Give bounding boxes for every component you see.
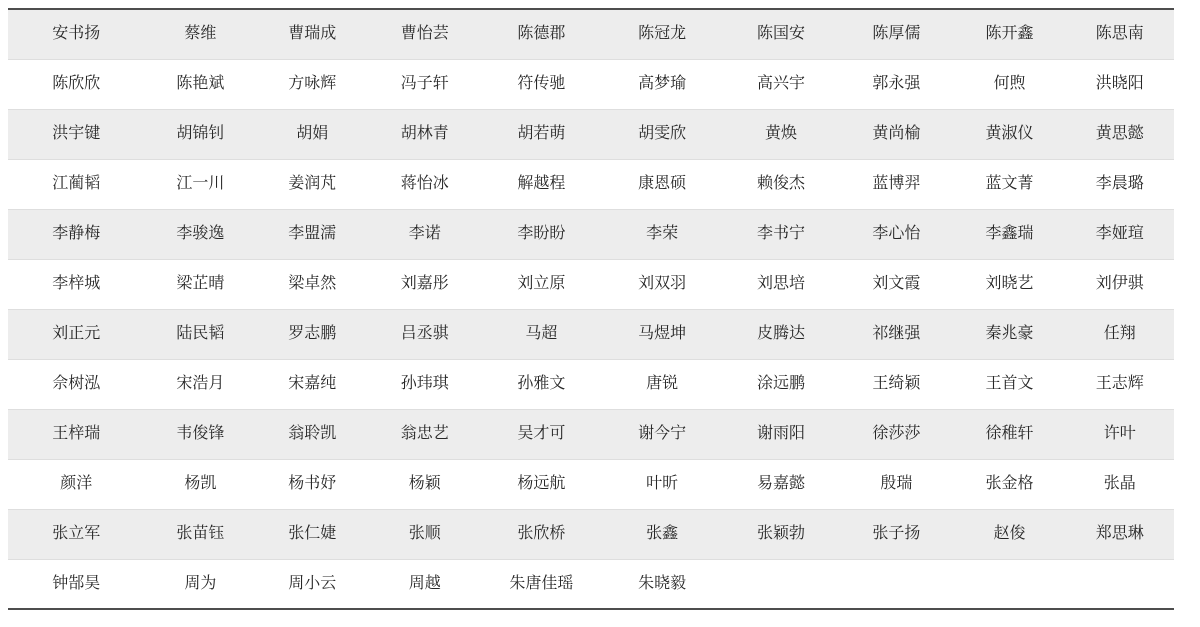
- name-cell: 陆民韬: [144, 309, 256, 359]
- name-cell: 韦俊锋: [144, 409, 256, 459]
- name-cell: 蔡维: [144, 9, 256, 59]
- name-cell: 胡若萌: [481, 109, 601, 159]
- name-cell: 李静梅: [8, 209, 144, 259]
- name-cell: 刘晓艺: [954, 259, 1066, 309]
- name-cell: 曹怡芸: [368, 9, 481, 59]
- name-cell: 梁芷晴: [144, 259, 256, 309]
- name-cell: 张晶: [1065, 459, 1174, 509]
- name-cell: 宋嘉纯: [256, 359, 368, 409]
- name-cell: 孙玮琪: [368, 359, 481, 409]
- name-cell: 钟郜昊: [8, 559, 144, 609]
- name-cell: 王绮颖: [839, 359, 953, 409]
- name-cell: 赵俊: [954, 509, 1066, 559]
- name-cell: 高兴宇: [723, 59, 840, 109]
- name-cell: 陈开鑫: [954, 9, 1066, 59]
- name-cell: 郭永强: [839, 59, 953, 109]
- empty-cell: [954, 559, 1066, 609]
- name-cell: 刘伊骐: [1065, 259, 1174, 309]
- name-cell: 杨书妤: [256, 459, 368, 509]
- name-cell: 颜洋: [8, 459, 144, 509]
- name-cell: 刘文霞: [839, 259, 953, 309]
- name-cell: 黄淑仪: [954, 109, 1066, 159]
- empty-cell: [839, 559, 953, 609]
- name-cell: 张子扬: [839, 509, 953, 559]
- table-row: [8, 409, 1174, 459]
- name-cell: 高梦瑜: [601, 59, 722, 109]
- name-cell: 陈冠龙: [601, 9, 722, 59]
- table-row: [8, 209, 1174, 259]
- name-cell: 赖俊杰: [723, 159, 840, 209]
- name-cell: 刘嘉彤: [368, 259, 481, 309]
- name-cell: 杨颖: [368, 459, 481, 509]
- name-cell: 陈欣欣: [8, 59, 144, 109]
- name-cell: 张立军: [8, 509, 144, 559]
- name-cell: 刘思培: [723, 259, 840, 309]
- name-cell: 郑思琳: [1065, 509, 1174, 559]
- name-cell: 姜润芃: [256, 159, 368, 209]
- name-cell: 涂远鹏: [723, 359, 840, 409]
- name-cell: 秦兆豪: [954, 309, 1066, 359]
- name-cell: 徐莎莎: [839, 409, 953, 459]
- name-cell: 张颖勃: [723, 509, 840, 559]
- name-cell: 蒋怡冰: [368, 159, 481, 209]
- name-cell: 陈艳斌: [144, 59, 256, 109]
- table-row: [8, 309, 1174, 359]
- name-cell: 张顺: [368, 509, 481, 559]
- name-cell: 陈思南: [1065, 9, 1174, 59]
- name-cell: 殷瑞: [839, 459, 953, 509]
- name-cell: 王梓瑞: [8, 409, 144, 459]
- name-cell: 宋浩月: [144, 359, 256, 409]
- name-cell: 叶昕: [601, 459, 722, 509]
- name-cell: 周为: [144, 559, 256, 609]
- name-cell: 皮腾达: [723, 309, 840, 359]
- name-cell: 安书扬: [8, 9, 144, 59]
- table-row: [8, 109, 1174, 159]
- name-cell: 王首文: [954, 359, 1066, 409]
- name-cell: 吴才可: [481, 409, 601, 459]
- name-cell: 张苗钰: [144, 509, 256, 559]
- name-cell: 胡林青: [368, 109, 481, 159]
- name-cell: 马煜坤: [601, 309, 722, 359]
- name-cell: 周小云: [256, 559, 368, 609]
- name-cell: 李荣: [601, 209, 722, 259]
- empty-cell: [723, 559, 840, 609]
- name-cell: 刘双羽: [601, 259, 722, 309]
- name-cell: 易嘉懿: [723, 459, 840, 509]
- name-cell: 张金格: [954, 459, 1066, 509]
- name-cell: 周越: [368, 559, 481, 609]
- table-row: [8, 9, 1174, 59]
- name-cell: 谢雨阳: [723, 409, 840, 459]
- name-cell: 任翔: [1065, 309, 1174, 359]
- table-row: [8, 459, 1174, 509]
- name-cell: 佘树泓: [8, 359, 144, 409]
- roster-table-container: [8, 8, 1174, 610]
- name-cell: 李骏逸: [144, 209, 256, 259]
- name-cell: 朱唐佳瑶: [481, 559, 601, 609]
- table-row: [8, 159, 1174, 209]
- name-cell: 蓝文菁: [954, 159, 1066, 209]
- name-roster-table: [8, 8, 1174, 610]
- name-cell: 许叶: [1065, 409, 1174, 459]
- name-cell: 洪晓阳: [1065, 59, 1174, 109]
- name-cell: 刘正元: [8, 309, 144, 359]
- name-cell: 马超: [481, 309, 601, 359]
- name-cell: 吕丞骐: [368, 309, 481, 359]
- name-cell: 陈德郡: [481, 9, 601, 59]
- name-cell: 胡娟: [256, 109, 368, 159]
- name-cell: 谢今宁: [601, 409, 722, 459]
- table-row: [8, 509, 1174, 559]
- name-cell: 李鑫瑞: [954, 209, 1066, 259]
- name-cell: 李娅瑄: [1065, 209, 1174, 259]
- name-cell: 翁聆凯: [256, 409, 368, 459]
- name-cell: 朱晓毅: [601, 559, 722, 609]
- name-cell: 王志辉: [1065, 359, 1174, 409]
- name-cell: 黄焕: [723, 109, 840, 159]
- name-cell: 李盼盼: [481, 209, 601, 259]
- name-cell: 李晨璐: [1065, 159, 1174, 209]
- roster-table-body: [8, 9, 1174, 609]
- name-cell: 胡锦钊: [144, 109, 256, 159]
- name-cell: 李梓城: [8, 259, 144, 309]
- table-row: [8, 359, 1174, 409]
- name-cell: 张鑫: [601, 509, 722, 559]
- name-cell: 李书宁: [723, 209, 840, 259]
- name-cell: 符传驰: [481, 59, 601, 109]
- name-cell: 翁忠艺: [368, 409, 481, 459]
- name-cell: 陈厚儒: [839, 9, 953, 59]
- name-cell: 江一川: [144, 159, 256, 209]
- name-cell: 张仁婕: [256, 509, 368, 559]
- name-cell: 蓝博羿: [839, 159, 953, 209]
- name-cell: 解越程: [481, 159, 601, 209]
- name-cell: 李心怡: [839, 209, 953, 259]
- name-cell: 何煦: [954, 59, 1066, 109]
- name-cell: 曹瑞成: [256, 9, 368, 59]
- name-cell: 祁继强: [839, 309, 953, 359]
- name-cell: 康恩硕: [601, 159, 722, 209]
- name-cell: 陈国安: [723, 9, 840, 59]
- name-cell: 孙雅文: [481, 359, 601, 409]
- name-cell: 方咏辉: [256, 59, 368, 109]
- name-cell: 徐稚轩: [954, 409, 1066, 459]
- name-cell: 杨远航: [481, 459, 601, 509]
- name-cell: 李诺: [368, 209, 481, 259]
- name-cell: 黄思懿: [1065, 109, 1174, 159]
- name-cell: 张欣桥: [481, 509, 601, 559]
- name-cell: 李盟濡: [256, 209, 368, 259]
- name-cell: 江蔺韬: [8, 159, 144, 209]
- table-row: [8, 259, 1174, 309]
- name-cell: 黄尚榆: [839, 109, 953, 159]
- name-cell: 唐锐: [601, 359, 722, 409]
- name-cell: 杨凯: [144, 459, 256, 509]
- name-cell: 冯子轩: [368, 59, 481, 109]
- name-cell: 刘立原: [481, 259, 601, 309]
- table-row: [8, 59, 1174, 109]
- table-row: [8, 559, 1174, 609]
- name-cell: 洪宇键: [8, 109, 144, 159]
- name-cell: 梁卓然: [256, 259, 368, 309]
- name-cell: 胡雯欣: [601, 109, 722, 159]
- empty-cell: [1065, 559, 1174, 609]
- name-cell: 罗志鹏: [256, 309, 368, 359]
